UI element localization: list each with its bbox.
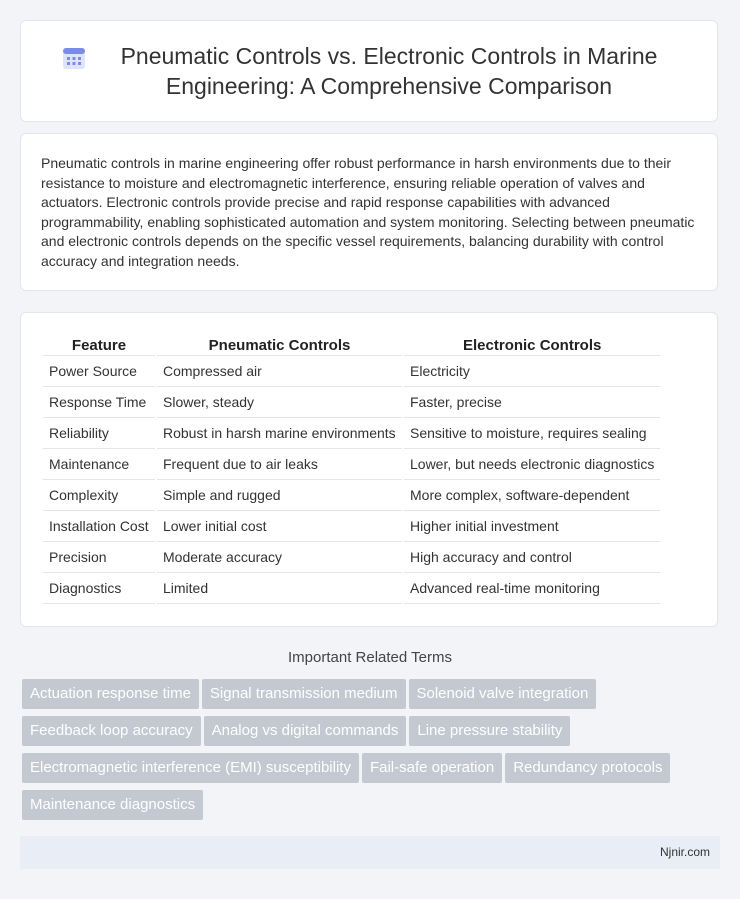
cell-feature: Power Source bbox=[43, 356, 155, 387]
table-row bbox=[43, 573, 660, 604]
table-row bbox=[43, 542, 660, 573]
cell-electronic: Faster, precise bbox=[404, 387, 660, 418]
cell-electronic: More complex, software-dependent bbox=[404, 480, 660, 511]
table-header-row bbox=[43, 333, 660, 356]
table-row bbox=[43, 449, 660, 480]
cell-feature: Diagnostics bbox=[43, 573, 155, 604]
cell-pneumatic: Simple and rugged bbox=[157, 480, 402, 511]
footer bbox=[20, 836, 720, 869]
cell-pneumatic: Lower initial cost bbox=[157, 511, 402, 542]
table-row bbox=[43, 387, 660, 418]
cell-electronic: Advanced real-time monitoring bbox=[404, 573, 660, 604]
term-tag[interactable]: Solenoid valve integration bbox=[409, 679, 597, 709]
cell-electronic: Lower, but needs electronic diagnostics bbox=[404, 449, 660, 480]
cell-feature: Reliability bbox=[43, 418, 155, 449]
term-tag[interactable]: Electromagnetic interference (EMI) susceptibility bbox=[22, 753, 359, 783]
cell-feature: Precision bbox=[43, 542, 155, 573]
cell-electronic: Electricity bbox=[404, 356, 660, 387]
table-row bbox=[43, 356, 660, 387]
comparison-table bbox=[41, 333, 662, 604]
intro-card bbox=[20, 133, 718, 291]
cell-pneumatic: Compressed air bbox=[157, 356, 402, 387]
comparison-table-card bbox=[20, 312, 718, 627]
cell-pneumatic: Slower, steady bbox=[157, 387, 402, 418]
term-tag[interactable]: Actuation response time bbox=[22, 679, 199, 709]
header-pneumatic: Pneumatic Controls bbox=[157, 333, 402, 356]
term-tag[interactable]: Feedback loop accuracy bbox=[22, 716, 201, 746]
cell-pneumatic: Limited bbox=[157, 573, 402, 604]
calendar-icon bbox=[61, 45, 87, 71]
page-title: Pneumatic Controls vs. Electronic Controls in Marine Engineering: A Comprehensive Comparison bbox=[120, 43, 658, 99]
related-terms-list bbox=[22, 679, 722, 827]
term-tag[interactable]: Redundancy protocols bbox=[505, 753, 670, 783]
cell-pneumatic: Frequent due to air leaks bbox=[157, 449, 402, 480]
related-terms-heading: Important Related Terms bbox=[288, 649, 452, 666]
term-tag[interactable]: Signal transmission medium bbox=[202, 679, 406, 709]
cell-feature: Complexity bbox=[43, 480, 155, 511]
term-tag[interactable]: Maintenance diagnostics bbox=[22, 790, 203, 820]
term-tag[interactable]: Line pressure stability bbox=[409, 716, 570, 746]
table-row bbox=[43, 511, 660, 542]
cell-feature: Installation Cost bbox=[43, 511, 155, 542]
footer-site-link[interactable]: Njnir.com bbox=[659, 845, 710, 859]
cell-electronic: Higher initial investment bbox=[404, 511, 660, 542]
term-tag[interactable]: Analog vs digital commands bbox=[204, 716, 407, 746]
intro-paragraph: Pneumatic controls in marine engineering offer robust performance in harsh environments due to their resistance to moisture and electromagnetic interference, ensuring reliable operation of valves and actuators. Electronic controls provide precise and rapid response capabilities with advanced programmability, enabling sophisticated automation and system monitoring. Selecting between pneumatic and electronic controls depends on the specific vessel requirements, balancing durability with control accuracy and integration needs. bbox=[41, 155, 695, 269]
cell-electronic: Sensitive to moisture, requires sealing bbox=[404, 418, 660, 449]
header-feature: Feature bbox=[43, 333, 155, 356]
cell-feature: Response Time bbox=[43, 387, 155, 418]
header-electronic: Electronic Controls bbox=[404, 333, 660, 356]
term-tag[interactable]: Fail-safe operation bbox=[362, 753, 502, 783]
table-row bbox=[43, 480, 660, 511]
cell-pneumatic: Robust in harsh marine environments bbox=[157, 418, 402, 449]
cell-feature: Maintenance bbox=[43, 449, 155, 480]
title-card bbox=[20, 20, 718, 122]
cell-electronic: High accuracy and control bbox=[404, 542, 660, 573]
table-row bbox=[43, 418, 660, 449]
cell-pneumatic: Moderate accuracy bbox=[157, 542, 402, 573]
